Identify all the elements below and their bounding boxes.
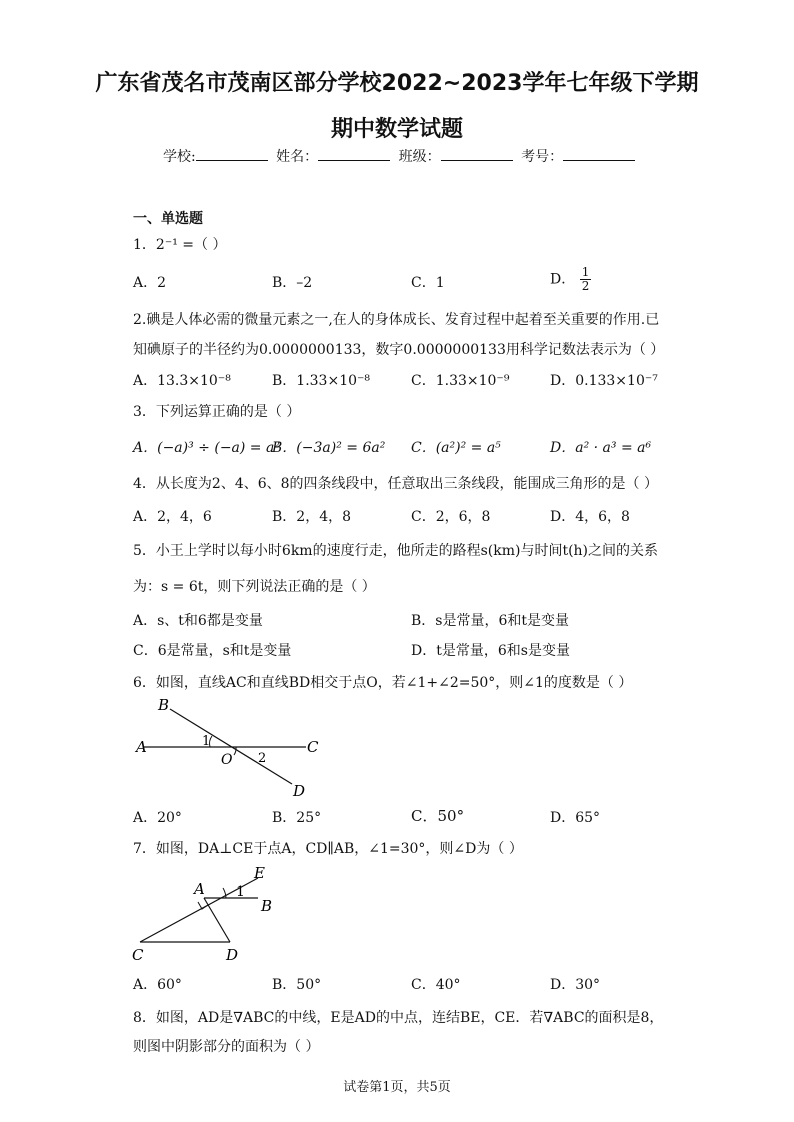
- document-title-line2: 期中数学试题: [330, 117, 463, 142]
- fraction-numerator: 1: [581, 265, 590, 279]
- q3-option-d: D．a² · a³ = a⁶: [550, 440, 652, 456]
- q4-option-a: A．2，4，6: [133, 509, 212, 525]
- label-e: E: [254, 864, 265, 882]
- page-footer: 试卷第1页，共5页: [343, 1080, 451, 1095]
- q7-option-b: B．50°: [272, 977, 322, 993]
- q3-option-c: C．(a²)² = a⁵: [411, 440, 501, 456]
- section-heading: 一、单选题: [133, 211, 203, 227]
- q6-stem: 6．如图，直线AC和直线BD相交于点O，若∠1+∠2=50°，则∠1的度数是（ ）: [133, 675, 633, 691]
- label-angle-1: 1: [202, 734, 211, 749]
- label-b: B: [261, 897, 273, 915]
- number-blank: [563, 148, 635, 161]
- q4-option-d: D．4，6，8: [550, 509, 630, 525]
- q5-option-b: B．s是常量，6和t是变量: [411, 613, 570, 629]
- q4-stem: 4．从长度为2、4、6、8的四条线段中，任意取出三条线段，能围成三角形的是（ ）: [133, 476, 658, 492]
- q5-option-c: C．6是常量，s和t是变量: [133, 643, 292, 659]
- label-c: C: [132, 946, 144, 964]
- q2-option-b: B．1.33×10⁻⁸: [272, 373, 371, 389]
- q2-option-d: D．0.133×10⁻⁷: [550, 373, 658, 389]
- label-a: A: [136, 738, 147, 756]
- label-angle-1: 1: [236, 884, 245, 900]
- number-label: 考号：: [521, 149, 564, 165]
- student-info-row: [163, 146, 639, 166]
- q4-option-b: B．2，4，8: [272, 509, 352, 525]
- q7-option-a: A．60°: [133, 977, 182, 993]
- q2-stem-line1: 2.碘是人体必需的微量元素之一,在人的身体成长、发育过程中起着至关重要的作用.已: [133, 312, 660, 328]
- q6-option-b: B．25°: [272, 810, 322, 826]
- label-angle-2: 2: [258, 751, 267, 766]
- q2-option-a: A．13.3×10⁻⁸: [133, 373, 231, 389]
- q7-figure: [128, 860, 288, 966]
- q2-stem-line2: 知碘原子的半径约为0.0000000133，数字0.0000000133用科学记数法表示为（ ）: [133, 342, 665, 358]
- school-label: 学校:: [163, 149, 196, 165]
- q7-option-c: C．40°: [411, 977, 461, 993]
- name-blank: [318, 148, 390, 161]
- q4-option-c: C．2，6，8: [411, 509, 491, 525]
- label-d: D: [293, 782, 306, 800]
- name-label: 姓名：: [276, 149, 319, 165]
- q6-figure: [130, 692, 330, 804]
- q7-stem: 7．如图，DA⊥CE于点A，CD∥AB，∠1=30°，则∠D为（ ）: [133, 841, 523, 857]
- q1-stem: 1．2⁻¹ =（ ）: [133, 237, 227, 253]
- label-b: B: [158, 696, 170, 714]
- document-title-line1: 广东省茂名市茂南区部分学校2022~2023学年七年级下学期: [95, 71, 699, 96]
- q7-option-d: D．30°: [550, 977, 601, 993]
- fraction-denominator: 2: [581, 279, 590, 293]
- q6-option-c: C．50°: [411, 807, 465, 825]
- q1-option-b: B．–2: [272, 275, 313, 291]
- q1-option-d-label: D．: [550, 271, 576, 288]
- q2-option-c: C．1.33×10⁻⁹: [411, 373, 510, 389]
- q1-option-a: A．2: [133, 275, 167, 291]
- q5-option-a: A．s、t和6都是变量: [133, 613, 263, 629]
- q8-stem-line2: 则图中阴影部分的面积为（ ）: [133, 1039, 320, 1055]
- q6-option-d: D．65°: [550, 810, 601, 826]
- label-d: D: [226, 946, 239, 964]
- class-label: 班级：: [398, 149, 441, 165]
- q3-option-b: B．(−3a)² = 6a²: [272, 440, 386, 456]
- q3-option-a: A．(−a)³ ÷ (−a) = a²: [133, 440, 280, 456]
- q6-option-a: A．20°: [133, 810, 182, 826]
- q1-option-d-fraction: [580, 266, 592, 293]
- q8-stem-line1: 8．如图，AD是∇ABC的中线，E是AD的中点，连结BE，CE．若∇ABC的面积是8，: [133, 1010, 664, 1026]
- q3-stem: 3．下列运算正确的是（ ）: [133, 404, 301, 420]
- school-blank: [196, 148, 268, 161]
- label-a: A: [194, 880, 205, 898]
- segment-ad: [204, 898, 230, 942]
- q5-option-d: D．t是常量，6和s是变量: [411, 643, 570, 659]
- q1-option-c: C．1: [411, 275, 445, 291]
- label-c: C: [307, 738, 319, 756]
- q1-option-d: [550, 266, 591, 293]
- q5-stem-line1: 5．小王上学时以每小时6km的速度行走，他所走的路程s(km)与时间t(h)之间的关系: [133, 543, 659, 559]
- label-o: O: [221, 752, 233, 768]
- class-blank: [441, 148, 513, 161]
- q5-stem-line2: 为：s = 6t，则下列说法正确的是（ ）: [133, 579, 376, 595]
